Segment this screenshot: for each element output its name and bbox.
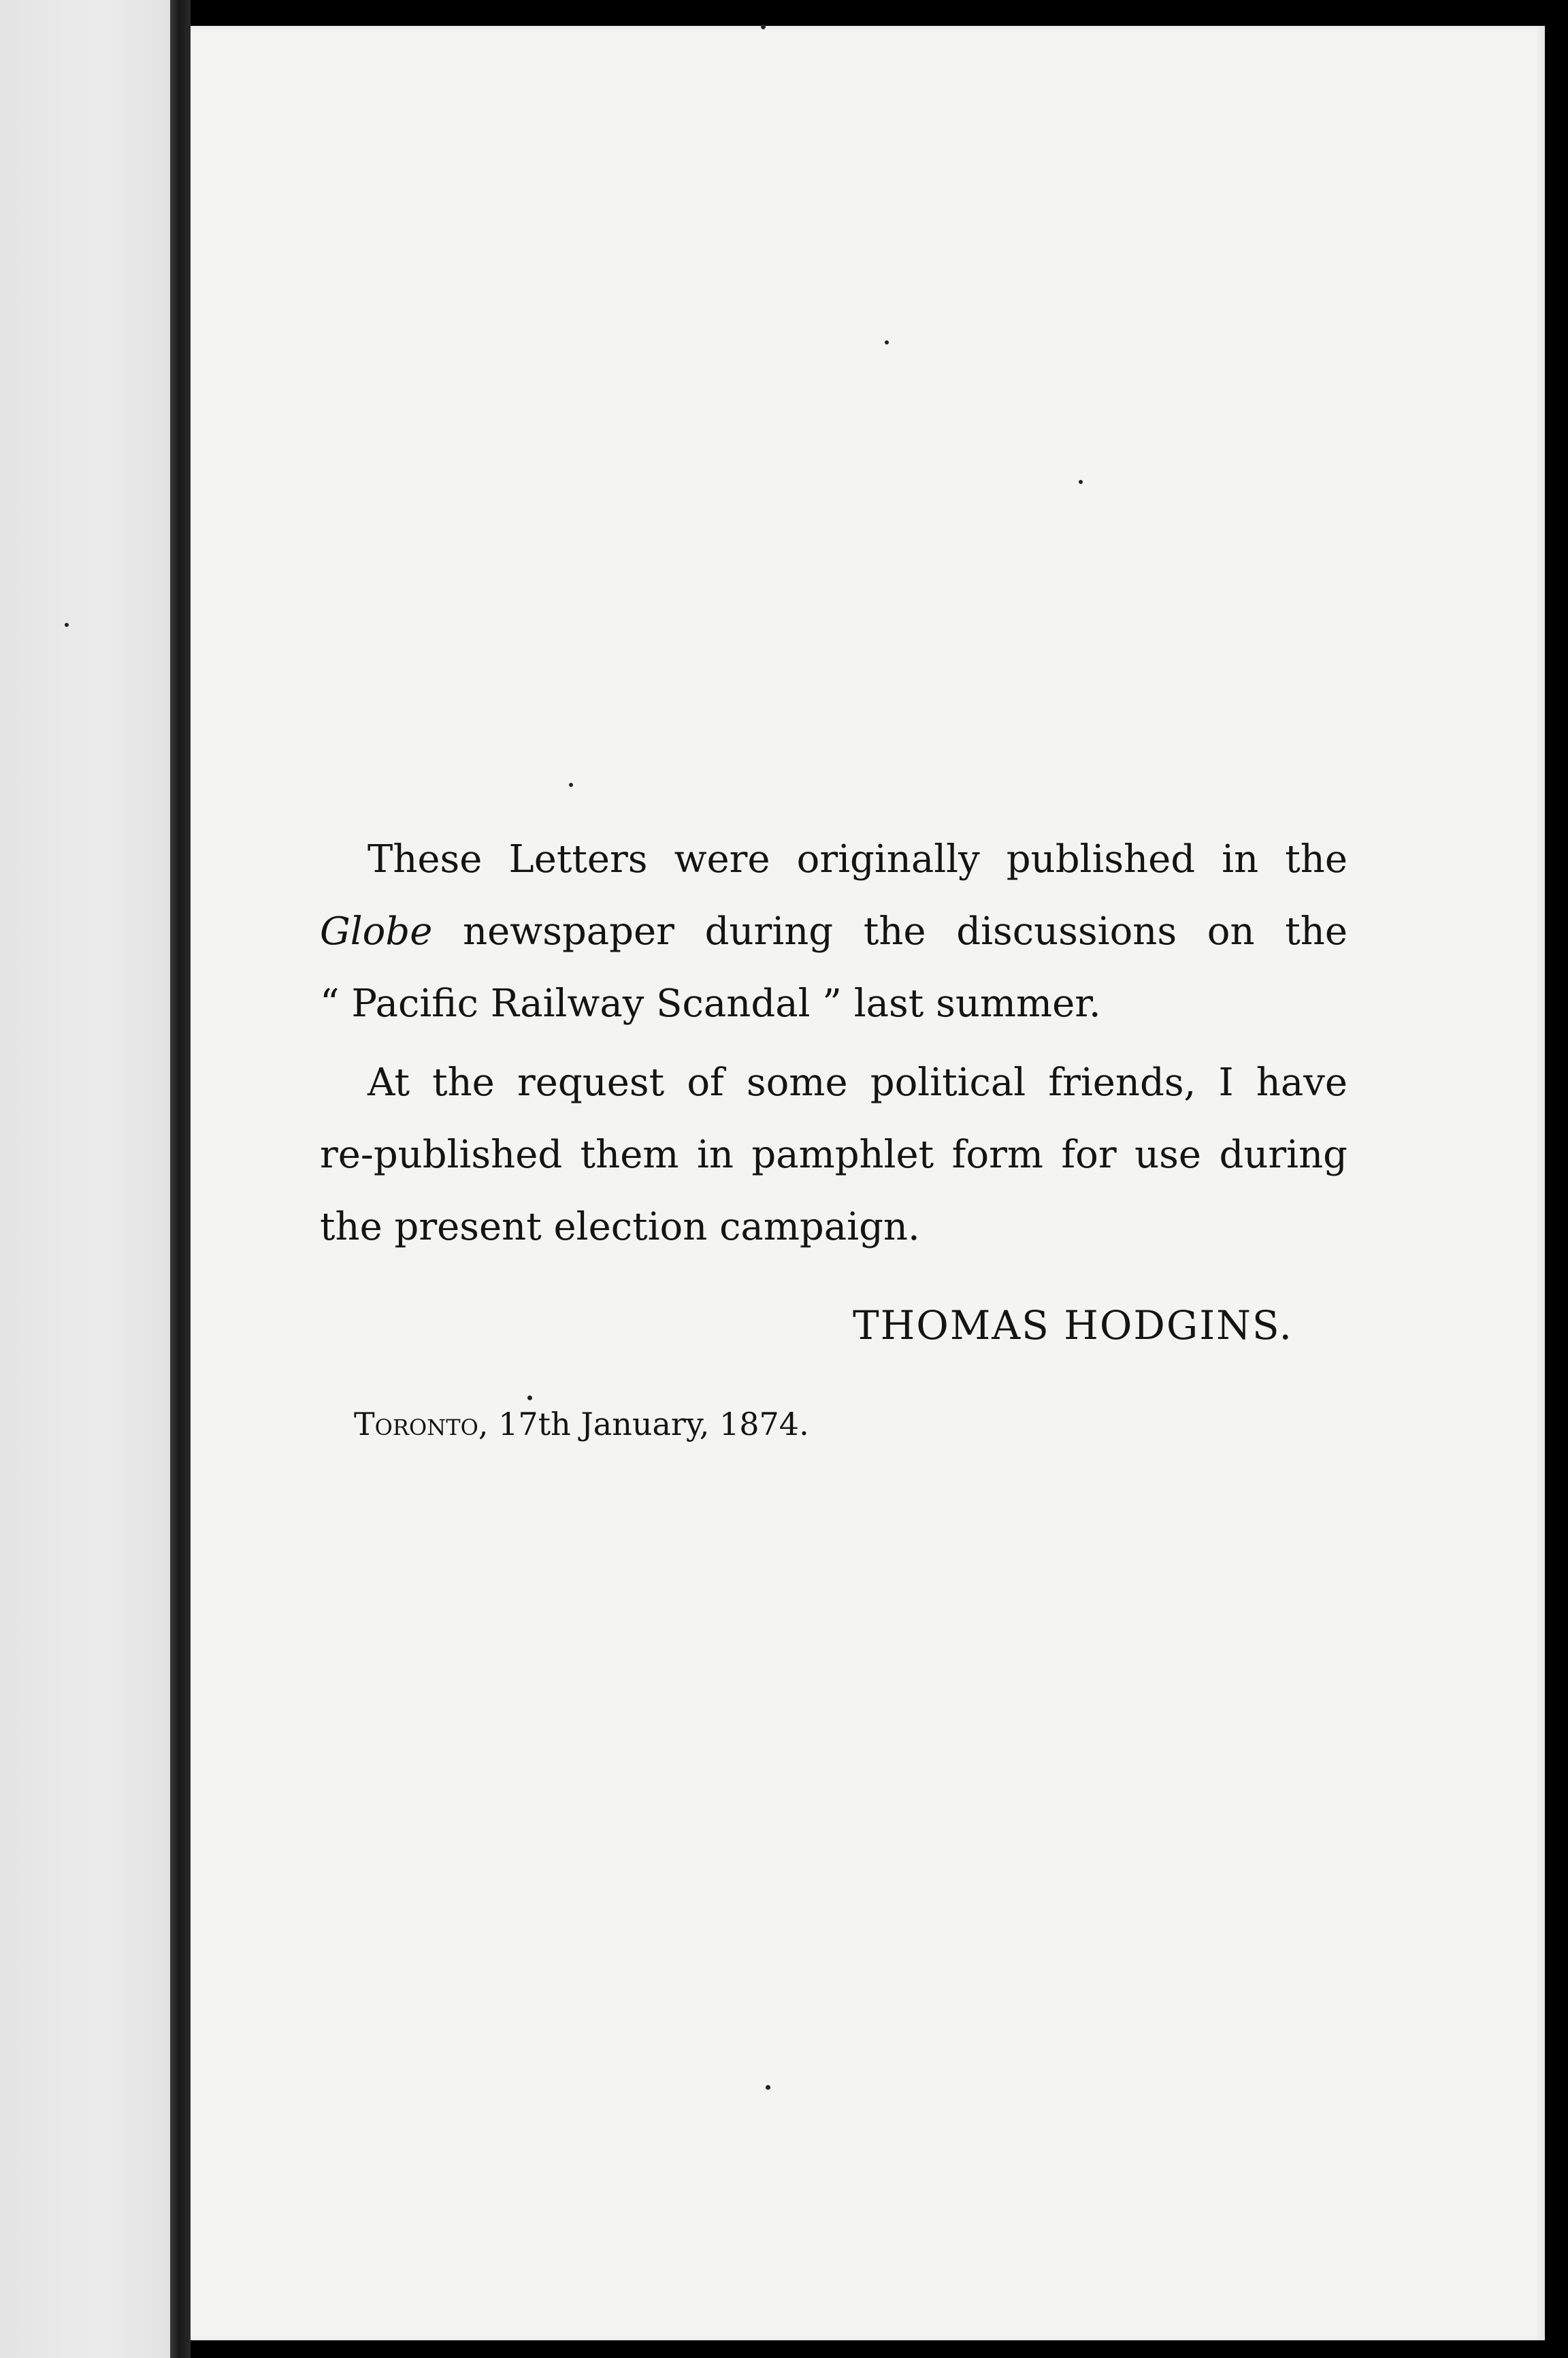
- newspaper-name: Globe: [320, 909, 433, 954]
- paragraph-1: [320, 824, 1348, 1040]
- scan-border: [1545, 0, 1568, 2358]
- preface-text: [320, 824, 1348, 1458]
- paragraph-1-line-1: These Letters were originally published in the: [368, 837, 1348, 882]
- ink-speck: [761, 25, 766, 29]
- paragraph-1-line-2: [320, 896, 1348, 968]
- ink-speck: [569, 783, 573, 787]
- ink-speck: [885, 340, 889, 344]
- paragraph-1-line-3: “ Pacific Railway Scandal ” last summer.: [320, 982, 1101, 1026]
- dateline-date: 17th January, 1874.: [498, 1406, 809, 1442]
- author-signature: THOMAS HODGINS.: [853, 1302, 1293, 1348]
- ink-speck: [65, 623, 69, 627]
- paragraph-2: [320, 1047, 1348, 1263]
- dateline-place: Toronto,: [354, 1406, 489, 1442]
- ink-speck: [1079, 480, 1083, 484]
- paragraph-1-line-2-rest: newspaper during the discussions on the: [463, 909, 1348, 954]
- binding-gutter: [170, 0, 191, 2358]
- paragraph-2-line-3: the present election campaign.: [320, 1205, 920, 1249]
- ink-speck: [766, 2085, 770, 2090]
- paragraph-gap: [320, 1040, 1348, 1047]
- dateline: [320, 1390, 1348, 1458]
- left-page-edge: [0, 0, 170, 2358]
- paragraph-2-line-2: re-published them in pamphlet form for use during: [320, 1133, 1348, 1177]
- paragraph-2-line-1: At the request of some political friends, I have: [368, 1061, 1348, 1105]
